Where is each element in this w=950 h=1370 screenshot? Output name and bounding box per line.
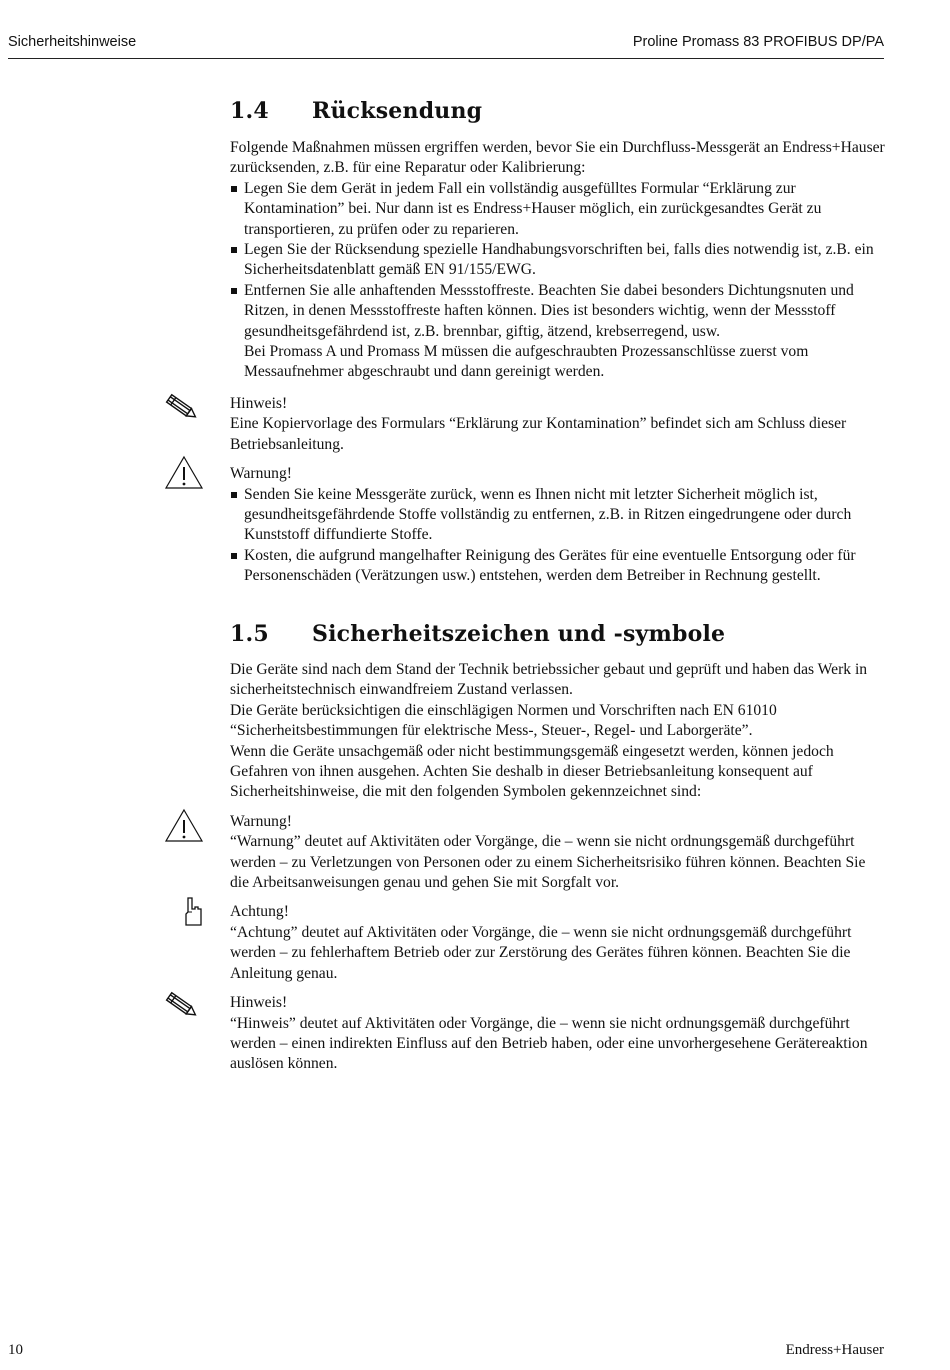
section-1-4	[230, 98, 888, 587]
pencil-note-icon	[162, 988, 202, 1024]
note-text: Eine Kopiervorlage des Formulars “Erklärung zur Kontamination” befindet sich am Schluss dieser Betriebsanleitung.	[230, 415, 847, 453]
caution-label: Achtung!	[230, 903, 289, 921]
caution-definition	[230, 902, 888, 984]
warning-block	[230, 464, 888, 586]
section-number: 1.5	[230, 621, 269, 647]
paragraph: Wenn die Geräte unsachgemäß oder nicht bestimmungsgemäß eingesetzt werden, können jedoch Gefahren von ihnen ausgehen. Achten Sie deshalb in dieser Betriebsanleitung konsequent auf Sicherheitshinweise, die mit den folgenden Symbolen gekennzeichnet sind:	[230, 742, 834, 801]
note-label: Hinweis!	[230, 994, 288, 1012]
list-item: Kosten, die aufgrund mangelhafter Reinigung des Gerätes für eine eventuelle Entsorgung oder für Personenschäden (Verätzungen usw.) entstehen, werden dem Betreiber in Rechnung gestellt.	[230, 546, 888, 587]
intro-paragraph: Folgende Maßnahmen müssen ergriffen werden, bevor Sie ein Durchfluss-Messgerät an Endress+Hauser zurücksenden, z.B. für eine Reparatur oder Kalibrierung:	[230, 139, 885, 177]
section-heading	[230, 621, 888, 647]
header-section-name: Sicherheitshinweise	[8, 34, 137, 50]
section-title: Sicherheitszeichen und -symbole	[312, 621, 726, 647]
warning-list	[230, 485, 888, 587]
pencil-note-icon	[162, 390, 202, 426]
caution-hand-icon	[178, 894, 218, 930]
warning-triangle-icon	[164, 808, 204, 844]
section-title: Rücksendung	[312, 98, 483, 124]
warning-definition	[230, 812, 888, 894]
list-item: Legen Sie der Rücksendung spezielle Handhabungsvorschriften bei, falls dies notwendig ist, z.B. ein Sicherheitsdatenblatt gemäß EN 91/155/EWG.	[230, 240, 888, 281]
warning-triangle-icon	[164, 455, 204, 491]
warning-label: Warnung!	[230, 812, 292, 830]
note-definition	[230, 993, 888, 1075]
section-number: 1.4	[230, 98, 269, 124]
list-item: Entfernen Sie alle anhaftenden Messstoffreste. Beachten Sie dabei besonders Dichtungsnuten und Ritzen, in denen Messstoffreste haften können. Dies ist besonders wichtig, wenn der Messstoff gesundheitsgefährdend ist, z.B. brennbar, giftig, ätzend, krebserregend, usw.	[230, 281, 888, 342]
list-item: Legen Sie dem Gerät in jedem Fall ein vollständig ausgefülltes Formular “Erklärung zur Kontamination” bei. Nur dann ist es Endress+Hauser möglich, ein zurückgesandtes Gerät zu transportieren, zu prüfen oder zu reparieren.	[230, 179, 888, 240]
note-block	[230, 394, 888, 455]
warning-text: “Warnung” deutet auf Aktivitäten oder Vorgänge, die – wenn sie nicht ordnungsgemäß durchgeführt werden – zu Verletzungen von Personen oder zu einem Sicherheitsrisiko führen können. Beachten Sie die Arbeitsanweisungen genau und gehen Sie mit Sorgfalt vor.	[230, 833, 866, 892]
section-1-5	[230, 621, 888, 1075]
return-steps-list	[230, 179, 888, 342]
footer-company: Endress+Hauser	[785, 1342, 884, 1358]
caution-text: “Achtung” deutet auf Aktivitäten oder Vorgänge, die – wenn sie nicht ordnungsgemäß durchgeführt werden – zu fehlerhaftem Betrieb oder zur Zerstörung des Gerätes führen können. Beachten Sie die Anleitung genau.	[230, 923, 852, 982]
warning-label: Warnung!	[230, 465, 292, 483]
note-label: Hinweis!	[230, 394, 288, 412]
page-header	[8, 30, 884, 59]
header-product-name: Proline Promass 83 PROFIBUS DP/PA	[632, 34, 884, 50]
list-item-continuation: Bei Promass A und Promass M müssen die aufgeschraubten Prozessanschlüsse zuerst vom Messaufnehmer abgeschraubt und dann gereinigt werden.	[244, 343, 809, 381]
note-text: “Hinweis” deutet auf Aktivitäten oder Vorgänge, die – wenn sie nicht ordnungsgemäß durchgeführt werden – einen indirekten Einfluss auf den Betrieb haben, oder eine unvorhergesehene Gerätereaktion auslösen können.	[230, 1014, 868, 1073]
section-heading	[230, 98, 888, 124]
list-item: Senden Sie keine Messgeräte zurück, wenn es Ihnen nicht mit letzter Sicherheit möglich ist, gesundheitsgefährdende Stoffe vollständig zu entfernen, z.B. in Ritzen eingedrungene oder durch Kunststoff diffundierte Stoffe.	[230, 485, 888, 546]
paragraph: Die Geräte berücksichtigen die einschlägigen Normen und Vorschriften nach EN 61010 “Sicherheitsbestimmungen für elektrische Mess-, Steuer-, Regel- und Laborgeräte”.	[230, 701, 777, 740]
paragraph: Die Geräte sind nach dem Stand der Technik betriebssicher gebaut und geprüft und haben das Werk in sicherheitstechnisch einwandfreiem Zustand verlassen.	[230, 661, 868, 699]
page-number: 10	[8, 1342, 23, 1358]
